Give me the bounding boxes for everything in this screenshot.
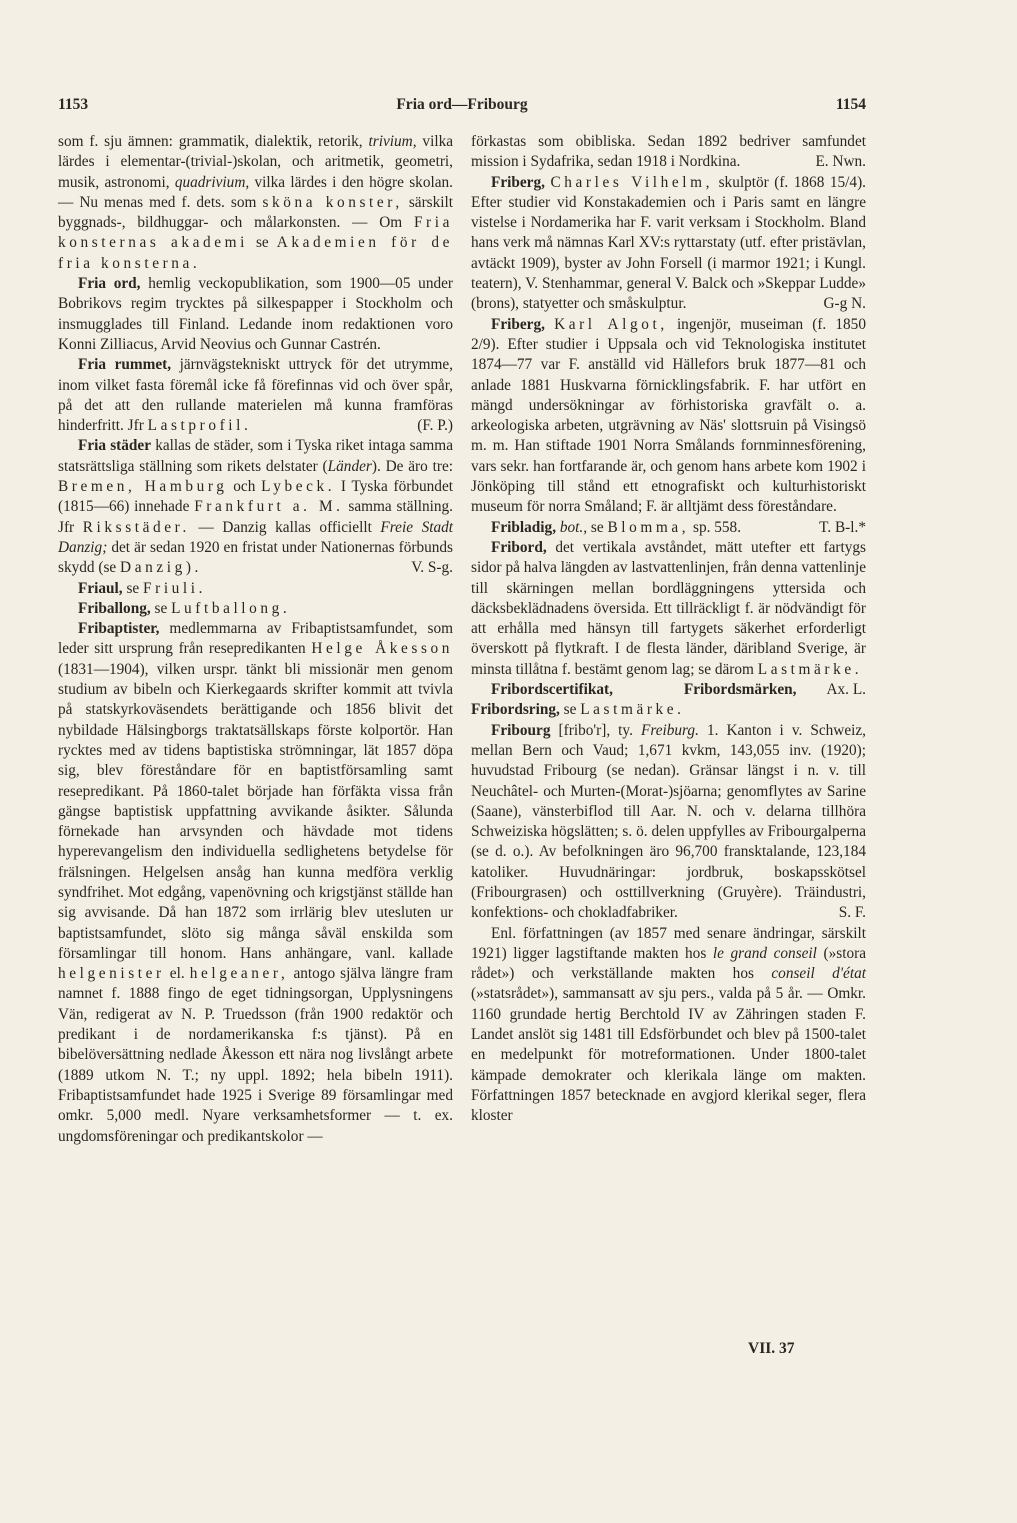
headword: Friaul, [78,579,123,597]
date-fraction: 15/4 [829,173,858,191]
entry-fribordscertifikat: Fribordscertifikat, Fribordsmärken, Fribordsring, se Lastmärke. [471,681,797,719]
headword: Fribord, [491,538,547,556]
page-number-left: 1153 [58,96,89,113]
author-signature: E. Nwn. [815,153,866,171]
entry-fribaptister: Fribaptister, medlemmarna av Fribaptistsamfundet, som leder sitt ursprung från resepredikanten Helge Åkesson (1831—1904), vilken urspr. tänkt bli missionär men genom studium av bibeln och Kierkegaards skrifter kommit att tvivla på statskyrkoväsendets berättigande och 1856 blivit det nybildade Hälsingborgs traktatsällskaps förste kolportör. Han rycktes med av tidens baptistiska strömningar, lät 1857 döpa sig, blev föreståndare för en baptistförsamling samt resepredikant. På 1860-talet började han förfäkta vissa från gängse baptistisk uppfattning avvikande åsikter. Sålunda förnekade han arvsynden och hävdade mot tidens hyperevangelism den individuella sedlighetens betydelse för frälsningen. Helgelsen ansåg han kunna medföra verklig syndfrihet. Mot edgång, vapenövning och krigstjänst ställde han sig avvisande. Då han 1872 som irrlärig blev utesluten ur baptistsamfundet, slöto sig många såväl enskilda som församlingar till honom. Hans anhängare, vanl. kallade helgenister el. helgeaner, antogo själva längre fram namnet f. 1888 fingo de eget tidningsorgan, Upplysningens Vän, redigerat av N. P. Truedsson (från 1900 redaktör och predikant i de nordamerikanska f:s tjänst). På en bibelöversättning nedlade Åkesson ett nära nog livslångt arbete (1889 utkom N. T.; ny uppl. 1892; hela bibeln 1911). Fribaptistsamfundet hade 1925 i Sverige 89 församlingar med omkr. 5,000 medl. Nyare verksamhetsformer — t. ex. ungdomsföreningar och predikantskolor — [58,620,454,1145]
entry-fria-rummet: Fria rummet, järnvägstekniskt uttryck för det utrymme, inom vilket fasta föremål icke få förefinnas vid och över spår, på det att den rullande materielen må kunna framföras hinderfritt. Jfr Lastprofil. (F. P.) [58,355,453,436]
headword: Fribordscertifikat, Fribordsmärken, Fribordsring, [471,681,797,719]
left-column [58,132,453,1147]
entry-fria-ord: Fria ord, hemlig veckopublikation, som 1900—05 under Bobrikovs regim trycktes på silkespapper i Stockholm och insmugglades till Finland. Ledande inom redaktionen voro Konni Zilliacus, Arvid Neovius och Gunnar Castrén. [58,275,453,353]
author-signature: (F. P.) [417,417,453,435]
author-signature: Ax. L. [826,681,866,699]
author-signature: G-g N. [823,295,866,313]
entry-friballong: Friballong, se Luftballong. [78,599,291,617]
author-signature: V. S-g. [411,559,453,577]
headword: Friballong, [78,599,151,617]
sheet-signature: VII. 37 [748,1340,795,1357]
headword: Fribourg [491,721,551,739]
page-header [58,96,866,120]
entry-friaul: Friaul, se Friuli. [78,579,207,597]
entry-fria-konster-continued: som f. sju ämnen: grammatik, dialektik, retorik, trivium, vilka lärdes i elementar-(trivial-)skolan, och aritmetik, geometri, musik, astronomi, quadrivium, vilka lärdes i den högre skolan. — Nu menas med f. dets. som sköna konster, särskilt byggnads-, bildhuggar- och målarkonsten. — Om Fria konsternas akademi se Akademien för de fria konsterna. [58,133,454,272]
running-title: Fria ord—Fribourg [396,96,528,113]
entry-fribord: Fribord, det vertikala avståndet, mätt utefter ett fartygs sidor på halva längden av lastvattenlinjen, från denna vattenlinje till skärningen mellan bordläggningens yttersida och däcksbeklädnadens översida. Ett tillräckligt f. är nödvändigt för att erhålla med hänsyn till fartygets säkerhet erforderligt överskott på flytkraft. I de flesta länder, däribland Sverige, är minsta tillåtna f. bestämt genom lag; se därom Lastmärke. Ax. L. [471,538,866,680]
date-fraction: 2/9 [471,335,491,353]
entry-fribladig: Fribladig, bot., se Blomma, sp. 558. [491,518,742,536]
right-column [471,132,866,1127]
entry-fribourg-constitution: Enl. författningen (av 1857 med senare ändringar, särskilt 1921) ligger lagstiftande makten hos le grand conseil (»stora rådet») och verkställande makten hos conseil d'état (»statsrådet»), sammansatt av sju pers., valda på 5 år. — Omkr. 1160 grundade hertig Berchtold IV av Zähringen staden F. Landet anslöt sig 1481 till Edsförbundet och blev på 1500-talet en medelpunkt för motreformationen. Under 1800-talet kämpade demokrater och klerikala länge om makten. Författningen 1857 betecknade en avgjord klerikal seger, flera kloster [471,924,866,1125]
headword: Fribaptister, [78,620,160,638]
headword: Fria rummet, [78,356,172,374]
entry-fribourg: Fribourg [fribo'r], ty. Freiburg. 1. Kanton i v. Schweiz, mellan Bern och Vaud; 1,671 kvkm, 143,055 inv. (1920); huvudstad Fribourg (se nedan). Gränsar längst i n. v. till Neuchâtel- och Murten-(Morat-)sjöarna; genomflytes av Sarine (Saane), vänsterbiflod till Aar. N. och v. delarna tillhöra Schweiziska högslätten; s. ö. delen uppfylles av Fribourgalperna (se d. o.). Av befolkningen äro 96,700 fransktalande, 123,184 katoliker. Huvudnäringar: jordbruk, boskapsskötsel (Fribourgrasen) och osttillverkning (Gruyère). Träindustri, konfektions- och chokladfabriker. S. F. [471,721,866,924]
entry-friberg-charles: Friberg, Charles Vilhelm, skulptör (f. 1868 15/4). Efter studier vid Konstakademien och i Paris samt en längre vistelse i Nordamerika har F. varit verksam i Stockholm. Bland hans verk må nämnas Karl XV:s ryttarstaty (utf. efter pristävlan, avtäckt 1909), byster av John Forsell (i marmor 1921; i Kungl. teatern), V. Stenhammar, general V. Balck och »Skeppar Ludde» (brons), statyetter och småskulptur. G-g N. [471,173,866,315]
headword: Fribladig, [491,518,557,536]
headword: Friberg, [491,173,545,191]
page-number-right: 1154 [835,96,866,113]
entry-fribaptister-continued: förkastas som obibliska. Sedan 1892 bedriver samfundet mission i Sydafrika, sedan 1918 i Nordkina. E. Nwn. [471,132,866,173]
headword: Fria städer [78,437,151,455]
entry-fria-stader: Fria städer kallas de städer, som i Tyska riket intaga samma statsrättsliga ställning som rikets delstater (Länder). De äro tre: Bremen, Hamburg och Lybeck. I Tyska förbundet (1815—66) innehade Frankfurt a. M. samma ställning. Jfr Riksstäder. — Danzig kallas officiellt Freie Stadt Danzig; det är sedan 1920 en fristat under Nationernas förbunds skydd (se Danzig). V. S-g. [58,436,453,578]
headword: Fria ord, [78,275,141,293]
entry-friberg-karl: Friberg, Karl Algot, ingenjör, museiman (f. 1850 2/9). Efter studier i Uppsala och vid Teknologiska institutet 1874—77 var F. anställd vid Hällefors bruk 1877—81 och anlade 1881 Huskvarna förnicklingsfabrik. F. har utfört en mängd undersökningar av förhistoriska gravfält o. a. arkeologiska arbeten, utgrävning av Näs' slottsruin på Visingsö m. m. Han stiftade 1901 Norra Smålands fornminnesförening, vars sekr. han fortfarande är, och genom hans arbete kom 1902 i Jönköping till stånd ett etnografiskt och kulturhistoriskt museum för norra Småland; F. är alltjämt dess föreståndare. T. B-l.* [471,315,866,518]
author-signature: S. F. [838,904,866,922]
headword: Friberg, [491,315,545,333]
author-signature: T. B-l.* [819,518,866,536]
